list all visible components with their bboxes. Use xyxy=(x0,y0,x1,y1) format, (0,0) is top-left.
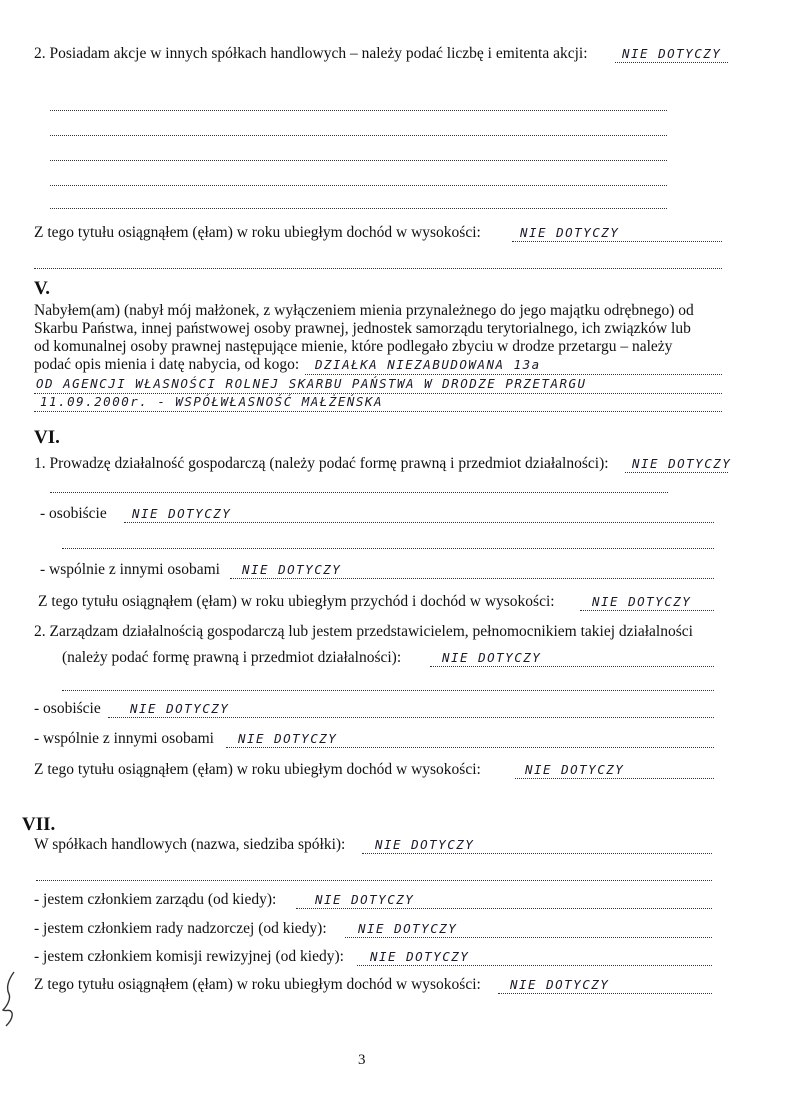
dotted-line xyxy=(50,208,667,209)
dotted-line xyxy=(124,522,714,523)
property-answer-3: 11.09.2000r. - WSPÓŁWŁASNOŚĆ MAŁŻEŃSKA xyxy=(40,394,383,409)
section-v-text-2: Skarbu Państwa, innej państwowej osoby prawnej, jednostek samorządu terytorialnego, ich związków lub xyxy=(34,320,691,337)
dotted-line xyxy=(34,411,722,412)
dotted-line xyxy=(230,578,714,579)
shares-label: 2. Posiadam akcje w innych spółkach handlowych – należy podać liczbę i emitenta akcji: xyxy=(34,45,588,62)
board-label: - jestem członkiem zarządu (od kiedy): xyxy=(34,891,277,908)
shares-income-label: Z tego tytułu osiągnąłem (ęłam) w roku ubiegłym dochód w wysokości: xyxy=(34,224,481,241)
dotted-line xyxy=(62,690,714,691)
shares-income-answer: NIE DOTYCZY xyxy=(520,225,620,240)
section-v-text-1: Nabyłem(am) (nabył mój małżonek, z wyłączeniem mienia przynależnego do jego majątku odrębnego) od xyxy=(34,302,694,319)
margin-initials-mark xyxy=(0,968,24,1030)
business-income-answer: NIE DOTYCZY xyxy=(592,594,692,609)
dotted-line xyxy=(362,853,712,854)
dotted-line xyxy=(430,666,714,667)
management-joint-label: - wspólnie z innymi osobami xyxy=(34,730,214,747)
dotted-line xyxy=(512,241,722,242)
management-income-label: Z tego tytułu osiągnąłem (ęłam) w roku ubiegłym dochód w wysokości: xyxy=(34,761,481,778)
dotted-line xyxy=(50,492,668,493)
dotted-line xyxy=(498,993,712,994)
management-label-1: 2. Zarządzam działalnością gospodarczą lub jestem przedstawicielem, pełnomocnikiem takiej działalności xyxy=(34,623,693,640)
business-personal-label: - osobiście xyxy=(40,505,107,522)
dotted-line xyxy=(296,908,712,909)
dotted-line xyxy=(345,937,712,938)
dotted-line xyxy=(615,62,728,63)
page-number: 3 xyxy=(358,1052,366,1068)
dotted-line xyxy=(62,548,714,549)
business-answer: NIE DOTYCZY xyxy=(632,456,732,471)
dotted-line xyxy=(515,778,714,779)
companies-label: W spółkach handlowych (nazwa, siedziba spółki): xyxy=(34,836,346,853)
positions-income-label: Z tego tytułu osiągnąłem (ęłam) w roku ubiegłym dochód w wysokości: xyxy=(34,976,481,993)
dotted-line xyxy=(108,717,714,718)
dotted-line xyxy=(50,135,667,136)
dotted-line xyxy=(50,110,667,111)
section-v-text-4: podać opis mienia i datę nabycia, od kogo: xyxy=(34,356,300,373)
dotted-line xyxy=(357,965,712,966)
dotted-line xyxy=(34,268,722,269)
dotted-line xyxy=(580,610,714,611)
dotted-line xyxy=(50,185,667,186)
dotted-line xyxy=(625,472,728,473)
management-answer: NIE DOTYCZY xyxy=(442,650,542,665)
business-income-label: Z tego tytułu osiągnąłem (ęłam) w roku ubiegłym przychód i dochód w wysokości: xyxy=(38,593,555,610)
management-income-answer: NIE DOTYCZY xyxy=(525,762,625,777)
dotted-line xyxy=(226,747,714,748)
dotted-line xyxy=(36,880,712,881)
section-heading-v: V. xyxy=(34,278,51,299)
board-answer: NIE DOTYCZY xyxy=(315,892,415,907)
supervisory-answer: NIE DOTYCZY xyxy=(358,921,458,936)
business-joint-answer: NIE DOTYCZY xyxy=(242,562,342,577)
management-personal-label: - osobiście xyxy=(34,700,101,717)
business-personal-answer: NIE DOTYCZY xyxy=(132,506,232,521)
management-label-2: (należy podać formę prawną i przedmiot działalności): xyxy=(62,649,402,666)
positions-income-answer: NIE DOTYCZY xyxy=(510,977,610,992)
property-answer-1: DZIAŁKA NIEZABUDOWANA 13a xyxy=(315,357,541,372)
property-answer-2: OD AGENCJI WŁASNOŚCI ROLNEJ SKARBU PAŃSTWA W DRODZE PRZETARGU xyxy=(36,376,587,391)
management-joint-answer: NIE DOTYCZY xyxy=(238,731,338,746)
business-label: 1. Prowadzę działalność gospodarczą (należy podać formę prawną i przedmiot działalności): xyxy=(34,455,609,472)
audit-label: - jestem członkiem komisji rewizyjnej (od kiedy): xyxy=(34,948,344,965)
audit-answer: NIE DOTYCZY xyxy=(370,949,470,964)
management-personal-answer: NIE DOTYCZY xyxy=(130,701,230,716)
companies-answer: NIE DOTYCZY xyxy=(375,837,475,852)
section-heading-vii: VII. xyxy=(22,814,56,835)
section-heading-vi: VI. xyxy=(34,427,60,448)
dotted-line xyxy=(50,160,667,161)
shares-answer: NIE DOTYCZY xyxy=(622,46,722,61)
section-v-text-3: od komunalnej osoby prawnej następujące mienie, które podlegało zbyciu w drodze przetargu – należy xyxy=(34,338,673,355)
business-joint-label: - wspólnie z innymi osobami xyxy=(40,561,220,578)
supervisory-label: - jestem członkiem rady nadzorczej (od kiedy): xyxy=(34,920,327,937)
